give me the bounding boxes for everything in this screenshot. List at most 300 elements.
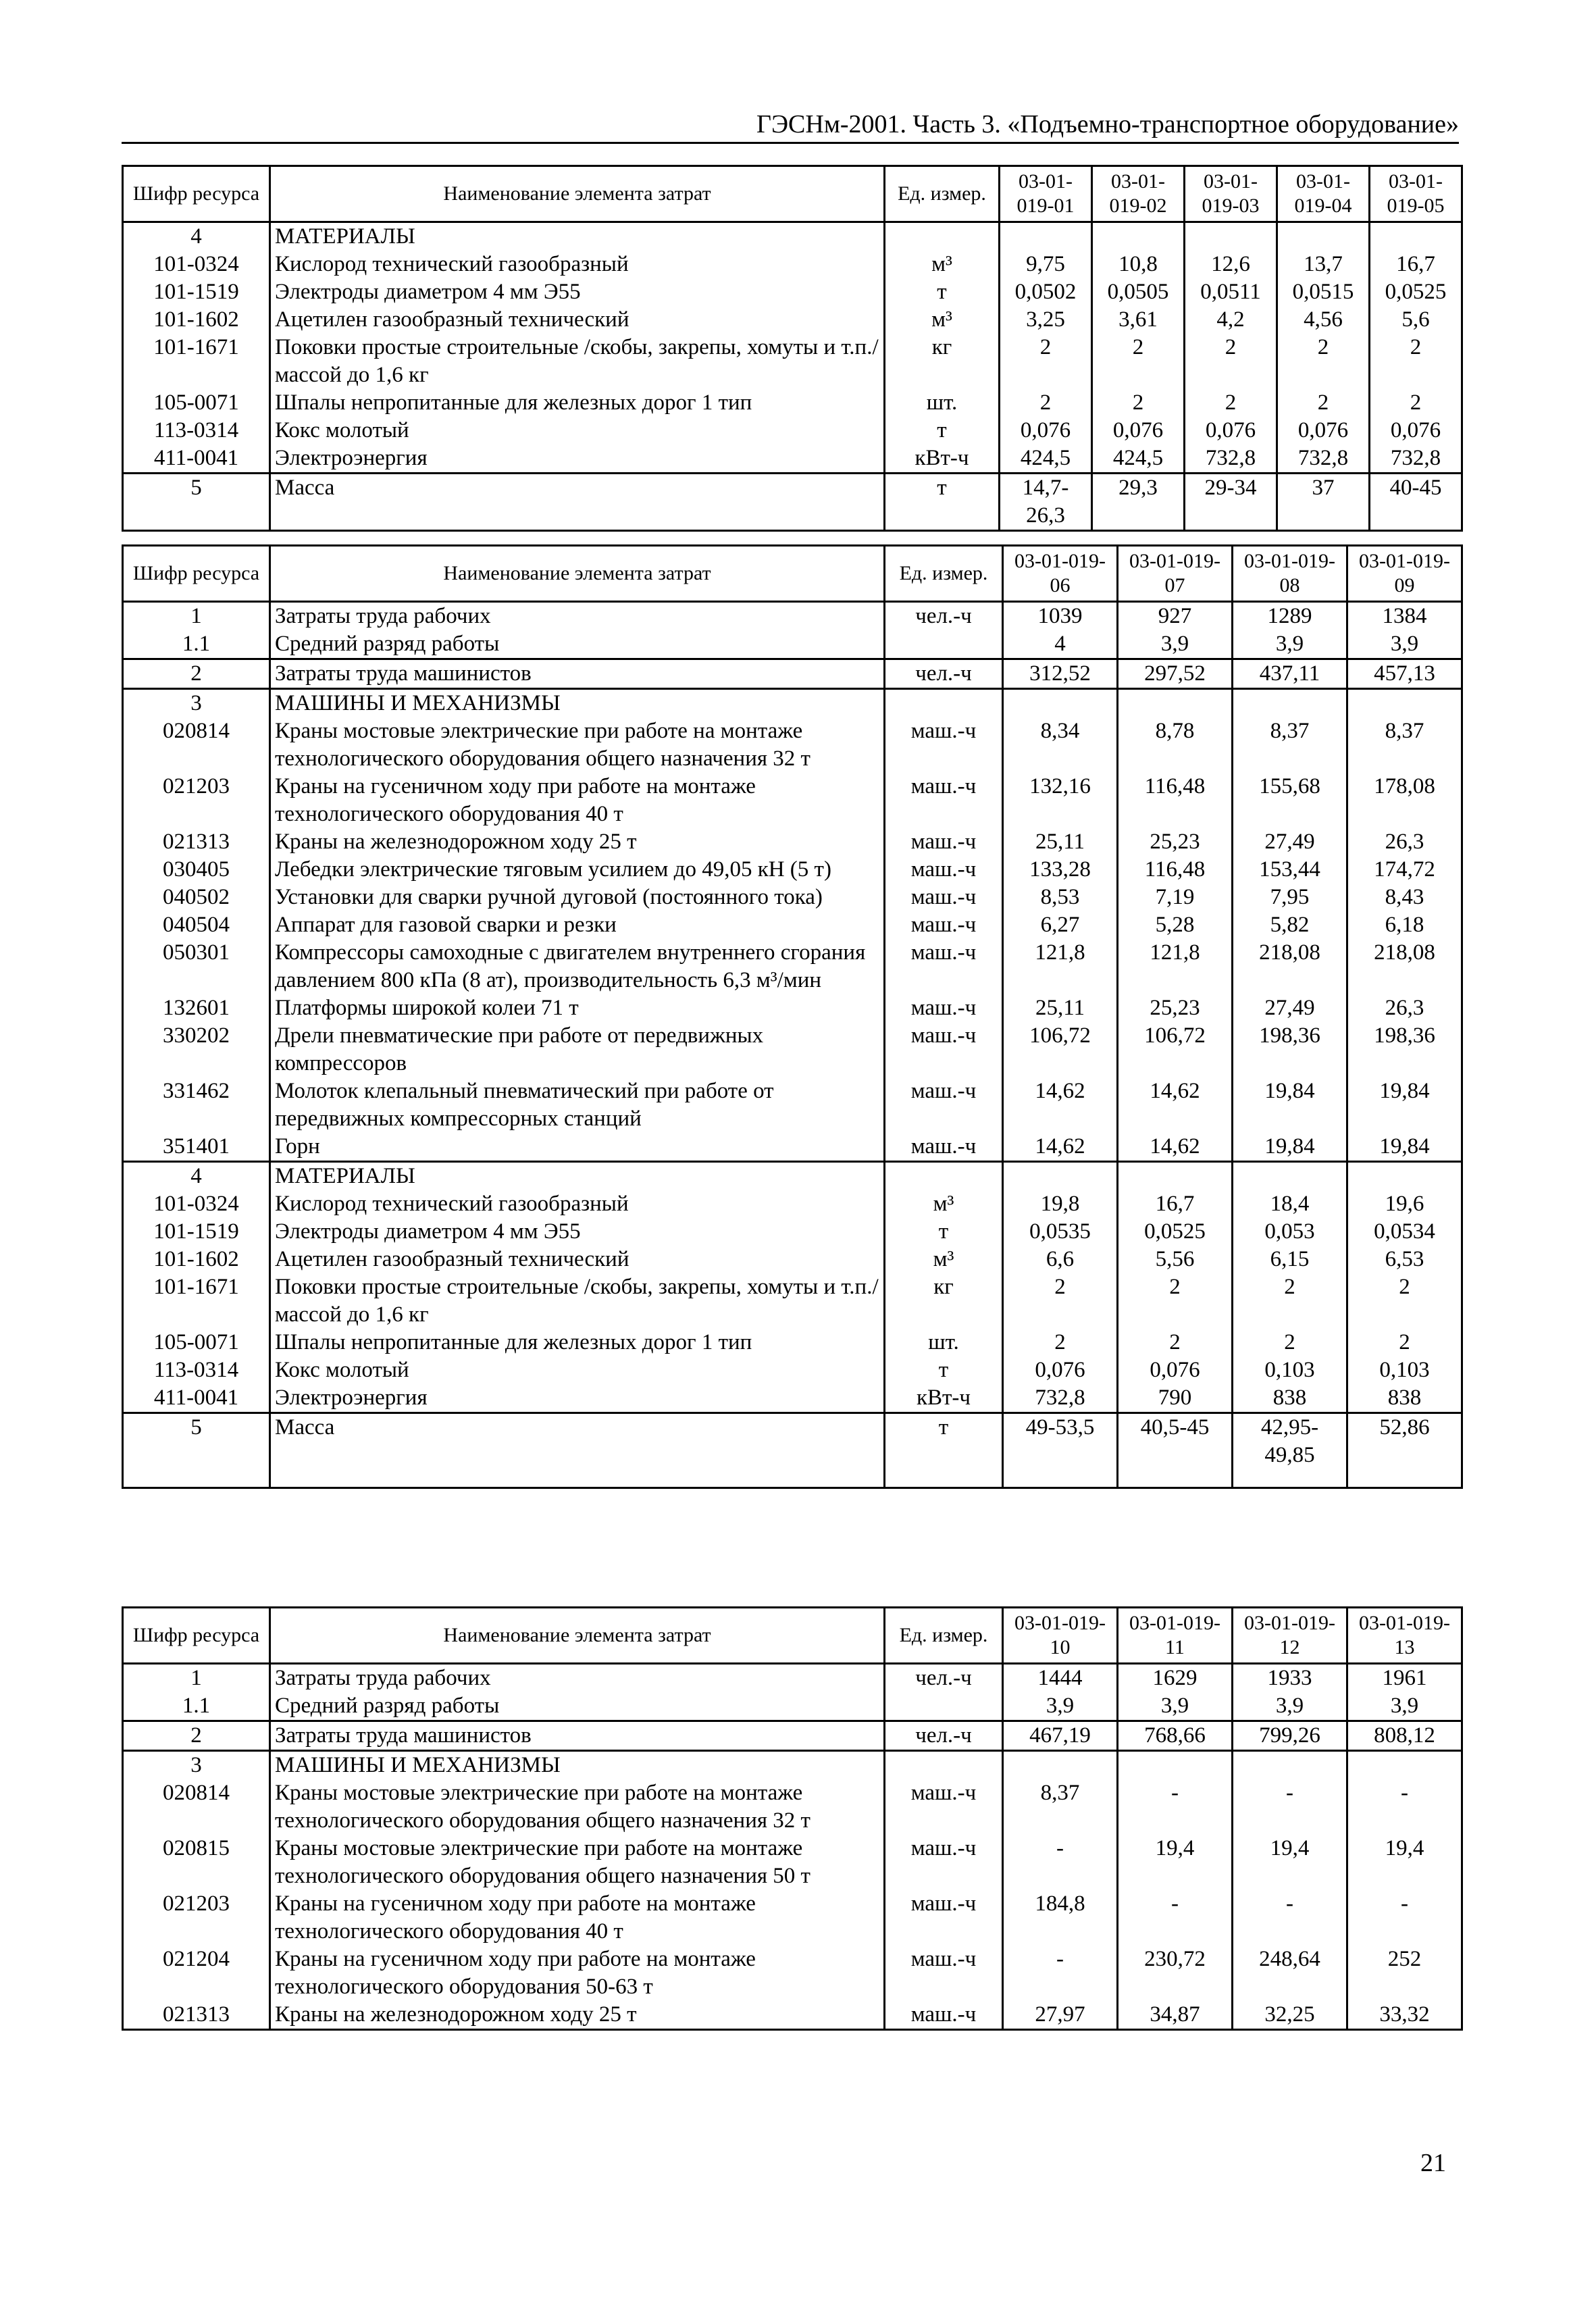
- value-cell: 49-53,5: [1003, 1413, 1118, 1470]
- value-cell: 5,28: [1118, 911, 1233, 939]
- value-cell: 0,076: [1370, 417, 1462, 444]
- value-cell: 198,36: [1233, 1022, 1347, 1077]
- table-row: [123, 1329, 1462, 1356]
- resource-code: 132601: [123, 994, 270, 1022]
- value-cell: 0,0515: [1277, 278, 1370, 306]
- value-cell: 2: [1370, 334, 1462, 389]
- cost-element-name: Ацетилен газообразный технический: [270, 306, 885, 334]
- cost-element-name: Установки для сварки ручной дуговой (постоянного тока): [270, 884, 885, 911]
- resource-code: 113-0314: [123, 417, 270, 444]
- empty-cell: [1347, 1469, 1462, 1488]
- cost-element-name: Краны на гусеничном ходу при работе на монтаже технологического оборудования 40 т: [270, 773, 885, 828]
- labor-row: [123, 602, 1462, 631]
- cost-element-name: Горн: [270, 1133, 885, 1162]
- value-cell: 4: [1003, 630, 1118, 659]
- cost-element-name: Краны на железнодорожном ходу 25 т: [270, 2001, 885, 2030]
- empty-cell: [1233, 1162, 1347, 1191]
- table-row: [123, 1273, 1462, 1329]
- value-cell: 2: [1347, 1273, 1462, 1329]
- resource-code: 101-1671: [123, 334, 270, 389]
- value-cell: 8,78: [1118, 717, 1233, 773]
- unit-cell: чел.-ч: [885, 1664, 1003, 1693]
- value-cell: 3,61: [1092, 306, 1185, 334]
- value-cell: 0,053: [1233, 1218, 1347, 1246]
- value-cell: 19,8: [1003, 1190, 1118, 1218]
- empty-cell: [1233, 689, 1347, 718]
- value-cell: 25,11: [1003, 828, 1118, 856]
- value-cell: 121,8: [1118, 939, 1233, 994]
- value-cell: 19,4: [1347, 1835, 1462, 1890]
- value-cell: 198,36: [1347, 1022, 1462, 1077]
- value-cell: 27,49: [1233, 994, 1347, 1022]
- value-cell: 768,66: [1118, 1721, 1233, 1751]
- table-row: [123, 911, 1462, 939]
- operators-row: [123, 659, 1462, 689]
- empty-cell: [1003, 1162, 1118, 1191]
- value-cell: 2: [1370, 389, 1462, 417]
- value-cell: 25,23: [1118, 994, 1233, 1022]
- value-cell: 19,6: [1347, 1190, 1462, 1218]
- norms-table-3: [122, 1606, 1463, 2031]
- value-cell: 2: [1277, 389, 1370, 417]
- resource-code: 101-1519: [123, 278, 270, 306]
- value-cell: 14,62: [1118, 1077, 1233, 1133]
- value-cell: 8,53: [1003, 884, 1118, 911]
- value-cell: 132,16: [1003, 773, 1118, 828]
- value-cell: 2: [1233, 1329, 1347, 1356]
- header-col: 03-01-019-11: [1118, 1608, 1233, 1664]
- table-row: [123, 334, 1462, 389]
- cost-element-name: Компрессоры самоходные с двигателем внутреннего сгорания давлением 800 кПа (8 ат), производительность 6,3 м³/мин: [270, 939, 885, 994]
- unit-cell: м³: [885, 1246, 1003, 1273]
- resource-code: 5: [123, 474, 270, 531]
- unit-cell: м³: [885, 1190, 1003, 1218]
- resource-code: 021313: [123, 2001, 270, 2030]
- value-cell: 19,84: [1233, 1133, 1347, 1162]
- cost-element-name: Электроды диаметром 4 мм Э55: [270, 278, 885, 306]
- empty-cell: [1185, 222, 1277, 251]
- value-cell: 133,28: [1003, 856, 1118, 884]
- value-cell: 12,6: [1185, 251, 1277, 278]
- empty-cell: [885, 1751, 1003, 1780]
- value-cell: 5,6: [1370, 306, 1462, 334]
- empty-cell: [1092, 222, 1185, 251]
- value-cell: 467,19: [1003, 1721, 1118, 1751]
- value-cell: 5,56: [1118, 1246, 1233, 1273]
- resource-code: 101-0324: [123, 251, 270, 278]
- value-cell: 2: [1003, 1273, 1118, 1329]
- value-cell: 178,08: [1347, 773, 1462, 828]
- table-row: [123, 1022, 1462, 1077]
- resource-code: 411-0041: [123, 444, 270, 474]
- unit-cell: [885, 1692, 1003, 1721]
- unit-cell: маш.-ч: [885, 828, 1003, 856]
- resource-code: 101-1602: [123, 306, 270, 334]
- resource-code: 020815: [123, 1835, 270, 1890]
- section-row: [123, 222, 1462, 251]
- resource-code: 101-1671: [123, 1273, 270, 1329]
- unit-cell: маш.-ч: [885, 717, 1003, 773]
- unit-cell: маш.-ч: [885, 1779, 1003, 1835]
- value-cell: 424,5: [1000, 444, 1092, 474]
- unit-cell: маш.-ч: [885, 773, 1003, 828]
- value-cell: 19,4: [1233, 1835, 1347, 1890]
- value-cell: 2: [1003, 1329, 1118, 1356]
- table-row: [123, 994, 1462, 1022]
- value-cell: -: [1118, 1890, 1233, 1946]
- unit-cell: маш.-ч: [885, 1133, 1003, 1162]
- value-cell: 27,49: [1233, 828, 1347, 856]
- value-cell: 1629: [1118, 1664, 1233, 1693]
- unit-cell: маш.-ч: [885, 1077, 1003, 1133]
- resource-code: 113-0314: [123, 1356, 270, 1384]
- cost-element-name: Затраты труда машинистов: [270, 659, 885, 689]
- value-cell: 32,25: [1233, 2001, 1347, 2030]
- empty-cell: [1233, 1751, 1347, 1780]
- table-row: [123, 1384, 1462, 1413]
- empty-cell: [1347, 1162, 1462, 1191]
- table-row: [123, 884, 1462, 911]
- unit-cell: чел.-ч: [885, 602, 1003, 631]
- value-cell: 3,9: [1347, 630, 1462, 659]
- header-col: 03-01-019-07: [1118, 546, 1233, 602]
- unit-cell: м³: [885, 251, 1000, 278]
- value-cell: 5,82: [1233, 911, 1347, 939]
- value-cell: 8,37: [1233, 717, 1347, 773]
- empty-cell: [1233, 1469, 1347, 1488]
- value-cell: 6,18: [1347, 911, 1462, 939]
- unit-cell: чел.-ч: [885, 659, 1003, 689]
- value-cell: -: [1233, 1890, 1347, 1946]
- value-cell: 838: [1233, 1384, 1347, 1413]
- value-cell: 0,076: [1185, 417, 1277, 444]
- resource-code: 2: [123, 1721, 270, 1751]
- table-row: [123, 306, 1462, 334]
- section-title: МАТЕРИАЛЫ: [270, 1162, 885, 1191]
- empty-cell: [1118, 1469, 1233, 1488]
- value-cell: 0,076: [1000, 417, 1092, 444]
- value-cell: 6,27: [1003, 911, 1118, 939]
- value-cell: 16,7: [1118, 1190, 1233, 1218]
- value-cell: 3,9: [1003, 1692, 1118, 1721]
- empty-cell: [123, 1469, 270, 1488]
- value-cell: 26,3: [1347, 994, 1462, 1022]
- empty-cell: [1370, 222, 1462, 251]
- page-header: ГЭСНм-2001. Часть 3. «Подъемно-транспортное оборудование»: [756, 110, 1459, 138]
- value-cell: 1961: [1347, 1664, 1462, 1693]
- value-cell: 0,076: [1277, 417, 1370, 444]
- value-cell: 297,52: [1118, 659, 1233, 689]
- value-cell: 0,0535: [1003, 1218, 1118, 1246]
- value-cell: 16,7: [1370, 251, 1462, 278]
- cost-element-name: Дрели пневматические при работе от передвижных компрессоров: [270, 1022, 885, 1077]
- value-cell: 0,0505: [1092, 278, 1185, 306]
- header-col: 03-01-019-02: [1092, 166, 1185, 222]
- value-cell: 2: [1000, 389, 1092, 417]
- value-cell: 218,08: [1347, 939, 1462, 994]
- header-col: 03-01-019-03: [1185, 166, 1277, 222]
- unit-cell: шт.: [885, 389, 1000, 417]
- value-cell: 0,0534: [1347, 1218, 1462, 1246]
- unit-cell: чел.-ч: [885, 1721, 1003, 1751]
- value-cell: 116,48: [1118, 856, 1233, 884]
- empty-cell: [1277, 222, 1370, 251]
- value-cell: 0,0502: [1000, 278, 1092, 306]
- resource-code: 1: [123, 1664, 270, 1693]
- value-cell: 19,4: [1118, 1835, 1233, 1890]
- header-unit: Ед. измер.: [885, 166, 1000, 222]
- table-row: [123, 856, 1462, 884]
- value-cell: 1444: [1003, 1664, 1118, 1693]
- value-cell: 0,076: [1118, 1356, 1233, 1384]
- cost-element-name: Электроэнергия: [270, 1384, 885, 1413]
- value-cell: 121,8: [1003, 939, 1118, 994]
- table-row: [123, 1218, 1462, 1246]
- value-cell: 26,3: [1347, 828, 1462, 856]
- table-row: [123, 717, 1462, 773]
- table-row: [123, 389, 1462, 417]
- resource-code: 050301: [123, 939, 270, 994]
- value-cell: -: [1347, 1779, 1462, 1835]
- value-cell: 437,11: [1233, 659, 1347, 689]
- table-header-row: [123, 546, 1462, 602]
- unit-cell: кВт-ч: [885, 1384, 1003, 1413]
- value-cell: -: [1003, 1946, 1118, 2001]
- value-cell: 106,72: [1118, 1022, 1233, 1077]
- value-cell: 732,8: [1003, 1384, 1118, 1413]
- resource-code: 021203: [123, 773, 270, 828]
- unit-cell: т: [885, 474, 1000, 531]
- value-cell: 52,86: [1347, 1413, 1462, 1470]
- mass-row: [123, 474, 1462, 531]
- unit-cell: т: [885, 1356, 1003, 1384]
- table-row: [123, 278, 1462, 306]
- norms-table-1: [122, 165, 1463, 532]
- cost-element-name: Масса: [270, 1413, 885, 1470]
- resource-code: 411-0041: [123, 1384, 270, 1413]
- cost-element-name: Средний разряд работы: [270, 630, 885, 659]
- value-cell: 19,84: [1347, 1077, 1462, 1133]
- empty-cell: [1347, 689, 1462, 718]
- cost-element-name: Краны мостовые электрические при работе на монтаже технологического оборудования общего назначения 32 т: [270, 1779, 885, 1835]
- value-cell: 424,5: [1092, 444, 1185, 474]
- cost-element-name: Затраты труда машинистов: [270, 1721, 885, 1751]
- table-row: [123, 417, 1462, 444]
- unit-cell: маш.-ч: [885, 939, 1003, 994]
- value-cell: 19,84: [1347, 1133, 1462, 1162]
- value-cell: 0,0525: [1118, 1218, 1233, 1246]
- resource-code: 020814: [123, 717, 270, 773]
- value-cell: 3,9: [1347, 1692, 1462, 1721]
- cost-element-name: Лебедки электрические тяговым усилием до 49,05 кН (5 т): [270, 856, 885, 884]
- empty-cell: [1003, 1469, 1118, 1488]
- resource-code: 101-1519: [123, 1218, 270, 1246]
- table-row: [123, 251, 1462, 278]
- value-cell: 218,08: [1233, 939, 1347, 994]
- value-cell: 14,7-26,3: [1000, 474, 1092, 531]
- table-row: [123, 1133, 1462, 1162]
- value-cell: 2: [1092, 334, 1185, 389]
- value-cell: 174,72: [1347, 856, 1462, 884]
- value-cell: 2: [1000, 334, 1092, 389]
- table-row: [123, 1190, 1462, 1218]
- resource-code: 4: [123, 1162, 270, 1191]
- labor-row: [123, 1664, 1462, 1693]
- labor-row: [123, 630, 1462, 659]
- cost-element-name: Шпалы непропитанные для железных дорог 1 тип: [270, 1329, 885, 1356]
- cost-element-name: Платформы широкой колеи 71 т: [270, 994, 885, 1022]
- resource-code: 3: [123, 1751, 270, 1780]
- header-col: 03-01-019-13: [1347, 1608, 1462, 1664]
- unit-cell: маш.-ч: [885, 856, 1003, 884]
- header-col: 03-01-019-06: [1003, 546, 1118, 602]
- empty-cell: [885, 1469, 1003, 1488]
- table-row: [123, 1946, 1462, 2001]
- value-cell: 29-34: [1185, 474, 1277, 531]
- value-cell: 2: [1118, 1329, 1233, 1356]
- empty-cell: [1347, 1751, 1462, 1780]
- cost-element-name: Средний разряд работы: [270, 1692, 885, 1721]
- cost-element-name: Кислород технический газообразный: [270, 251, 885, 278]
- value-cell: 25,23: [1118, 828, 1233, 856]
- header-rule: [122, 142, 1459, 144]
- cost-element-name: Краны на железнодорожном ходу 25 т: [270, 828, 885, 856]
- cost-element-name: Поковки простые строительные /скобы, закрепы, хомуты и т.п./ массой до 1,6 кг: [270, 1273, 885, 1329]
- value-cell: 8,37: [1347, 717, 1462, 773]
- unit-cell: т: [885, 1218, 1003, 1246]
- table-row: [123, 1356, 1462, 1384]
- unit-cell: т: [885, 278, 1000, 306]
- table-row: [123, 773, 1462, 828]
- value-cell: -: [1347, 1890, 1462, 1946]
- unit-cell: кг: [885, 334, 1000, 389]
- header-col: 03-01-019-01: [1000, 166, 1092, 222]
- header-unit: Ед. измер.: [885, 546, 1003, 602]
- resource-code: 105-0071: [123, 389, 270, 417]
- resource-code: 351401: [123, 1133, 270, 1162]
- value-cell: 6,15: [1233, 1246, 1347, 1273]
- value-cell: 10,8: [1092, 251, 1185, 278]
- table-row: [123, 939, 1462, 994]
- unit-cell: маш.-ч: [885, 2001, 1003, 2030]
- table-row: [123, 2001, 1462, 2030]
- header-code: Шифр ресурса: [123, 546, 270, 602]
- value-cell: -: [1118, 1779, 1233, 1835]
- value-cell: 732,8: [1370, 444, 1462, 474]
- value-cell: 457,13: [1347, 659, 1462, 689]
- cost-element-name: Поковки простые строительные /скобы, закрепы, хомуты и т.п./ массой до 1,6 кг: [270, 334, 885, 389]
- empty-cell: [1000, 222, 1092, 251]
- header-name: Наименование элемента затрат: [270, 1608, 885, 1664]
- unit-cell: м³: [885, 306, 1000, 334]
- value-cell: 155,68: [1233, 773, 1347, 828]
- resource-code: 2: [123, 659, 270, 689]
- value-cell: 14,62: [1003, 1077, 1118, 1133]
- resource-code: 020814: [123, 1779, 270, 1835]
- value-cell: 799,26: [1233, 1721, 1347, 1751]
- cost-element-name: Молоток клепальный пневматический при работе от передвижных компрессорных станций: [270, 1077, 885, 1133]
- value-cell: 19,84: [1233, 1077, 1347, 1133]
- resource-code: 040502: [123, 884, 270, 911]
- value-cell: 8,37: [1003, 1779, 1118, 1835]
- resource-code: 1.1: [123, 630, 270, 659]
- resource-code: 040504: [123, 911, 270, 939]
- value-cell: 7,95: [1233, 884, 1347, 911]
- cost-element-name: Кокс молотый: [270, 1356, 885, 1384]
- cost-element-name: Кислород технический газообразный: [270, 1190, 885, 1218]
- empty-cell: [1003, 1751, 1118, 1780]
- value-cell: 1384: [1347, 602, 1462, 631]
- value-cell: 0,076: [1003, 1356, 1118, 1384]
- empty-cell: [1118, 689, 1233, 718]
- value-cell: 2: [1233, 1273, 1347, 1329]
- resource-code: 030405: [123, 856, 270, 884]
- labor-row: [123, 1692, 1462, 1721]
- resource-code: 3: [123, 689, 270, 718]
- resource-code: 330202: [123, 1022, 270, 1077]
- value-cell: 116,48: [1118, 773, 1233, 828]
- cost-element-name: Кокс молотый: [270, 417, 885, 444]
- header-name: Наименование элемента затрат: [270, 546, 885, 602]
- resource-code: 1.1: [123, 1692, 270, 1721]
- header-col: 03-01-019-09: [1347, 546, 1462, 602]
- header-col: 03-01-019-10: [1003, 1608, 1118, 1664]
- empty-cell: [1118, 1162, 1233, 1191]
- value-cell: 6,53: [1347, 1246, 1462, 1273]
- page-number: 21: [1420, 2149, 1446, 2177]
- value-cell: 34,87: [1118, 2001, 1233, 2030]
- table-row: [123, 444, 1462, 474]
- unit-cell: [885, 630, 1003, 659]
- value-cell: 4,2: [1185, 306, 1277, 334]
- value-cell: 3,9: [1233, 630, 1347, 659]
- value-cell: 2: [1277, 334, 1370, 389]
- section-row: [123, 689, 1462, 718]
- value-cell: 33,32: [1347, 2001, 1462, 2030]
- value-cell: -: [1233, 1779, 1347, 1835]
- empty-cell: [885, 689, 1003, 718]
- resource-code: 4: [123, 222, 270, 251]
- resource-code: 021313: [123, 828, 270, 856]
- value-cell: 40,5-45: [1118, 1413, 1233, 1470]
- value-cell: 732,8: [1277, 444, 1370, 474]
- value-cell: 29,3: [1092, 474, 1185, 531]
- table-header-row: [123, 1608, 1462, 1664]
- section-title: МАШИНЫ И МЕХАНИЗМЫ: [270, 689, 885, 718]
- operators-row: [123, 1721, 1462, 1751]
- cost-element-name: Масса: [270, 474, 885, 531]
- norms-table-2: [122, 544, 1463, 1489]
- cost-element-name: Краны на гусеничном ходу при работе на монтаже технологического оборудования 40 т: [270, 1890, 885, 1946]
- header-col: 03-01-019-05: [1370, 166, 1462, 222]
- resource-code: 021203: [123, 1890, 270, 1946]
- table-row: [123, 1890, 1462, 1946]
- cost-element-name: Электроэнергия: [270, 444, 885, 474]
- empty-cell: [885, 1162, 1003, 1191]
- unit-cell: маш.-ч: [885, 1835, 1003, 1890]
- unit-cell: маш.-ч: [885, 884, 1003, 911]
- unit-cell: маш.-ч: [885, 1022, 1003, 1077]
- value-cell: 4,56: [1277, 306, 1370, 334]
- value-cell: 0,103: [1233, 1356, 1347, 1384]
- resource-code: 101-0324: [123, 1190, 270, 1218]
- value-cell: 6,6: [1003, 1246, 1118, 1273]
- header-col: 03-01-019-04: [1277, 166, 1370, 222]
- cost-element-name: Краны мостовые электрические при работе на монтаже технологического оборудования общего назначения 50 т: [270, 1835, 885, 1890]
- cost-element-name: Ацетилен газообразный технический: [270, 1246, 885, 1273]
- resource-code: 101-1602: [123, 1246, 270, 1273]
- value-cell: 8,34: [1003, 717, 1118, 773]
